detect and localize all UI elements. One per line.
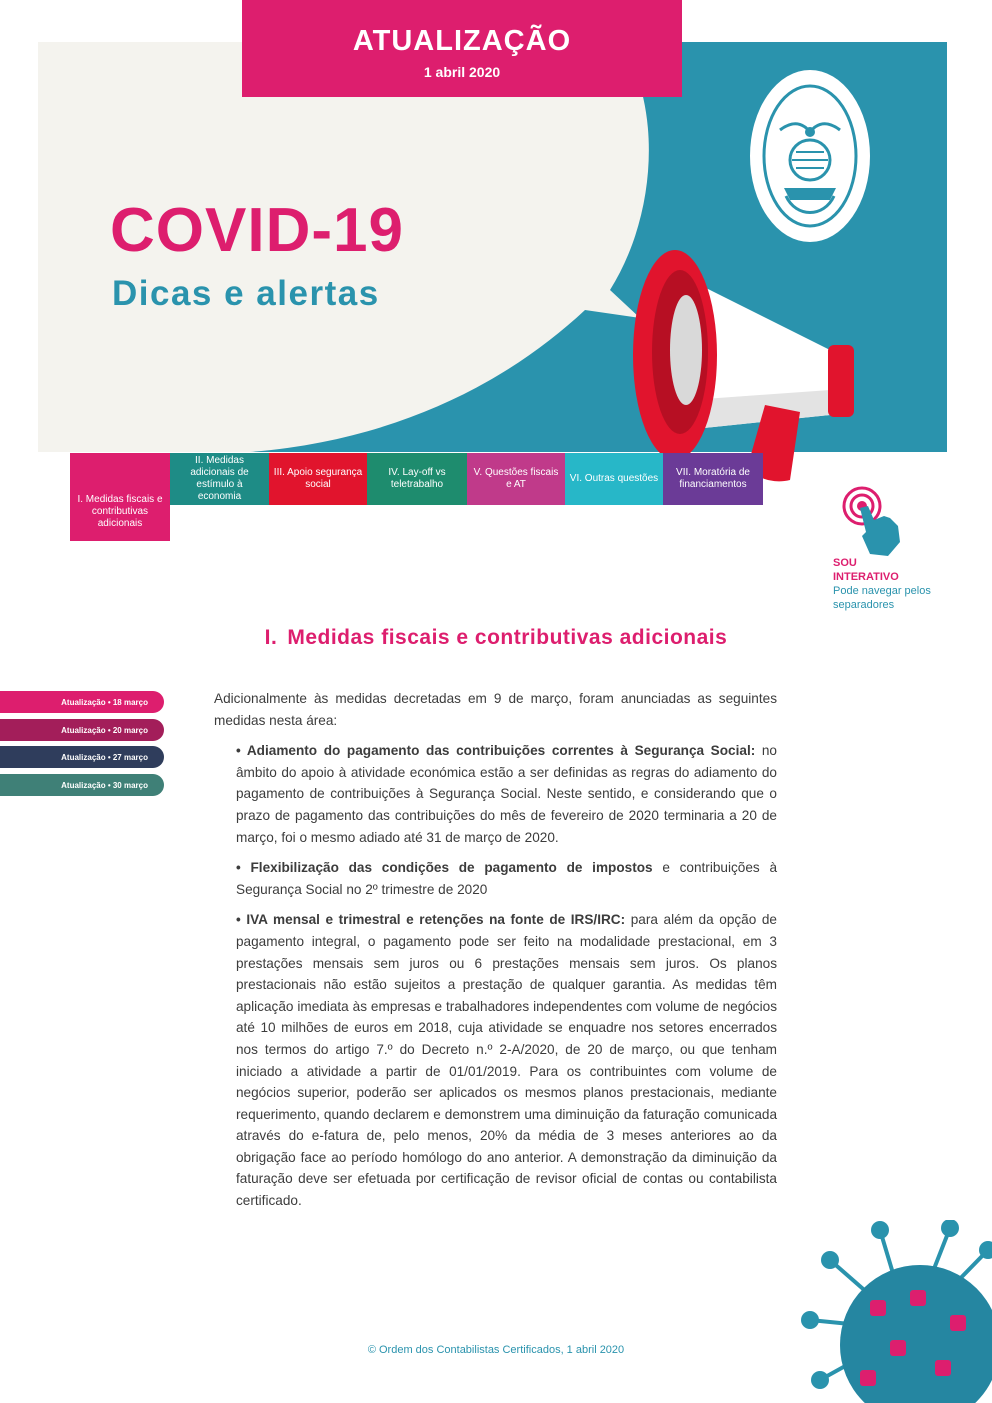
tab-moratoria[interactable] <box>663 453 763 505</box>
page-title: COVID-19 <box>110 196 404 265</box>
tab-questoes-fiscais[interactable] <box>467 453 565 505</box>
update-link-20-marco[interactable] <box>0 719 164 741</box>
measure-item-1-text: no âmbito do apoio à atividade económica estão a ser definidas as regras do adiamento do pagamento de contribuições à Segurança Social. Neste sentido, e considerando que o prazo de pagamento das contribuições do mês de fevereiro de 2020 terminaria a 20 de março, foi o mesmo adiado até 31 de março de 2020. <box>236 743 777 845</box>
hint-line1: SOU <box>833 557 857 569</box>
intro-paragraph: Adicionalmente às medidas decretadas em 9 de março, foram anunciadas as seguintes medidas nesta área: <box>214 691 777 728</box>
hint-line3: Pode navegar pelos separadores <box>833 585 931 611</box>
tab-label: III. Apoio segurança social <box>273 467 363 490</box>
interactive-hint <box>833 556 963 612</box>
update-label: Atualização • 27 março <box>61 752 148 762</box>
measure-item-1-title: • Adiamento do pagamento das contribuições correntes à Segurança Social: <box>236 743 756 759</box>
measure-item-2 <box>236 857 777 900</box>
touch-hand-icon <box>840 486 910 558</box>
tab-outras-questoes[interactable] <box>565 453 663 505</box>
update-link-27-marco[interactable] <box>0 746 164 768</box>
footer-copyright: © Ordem dos Contabilistas Certificados, 1 abril 2020 <box>367 1344 625 1356</box>
measure-item-2-text: e contribuições à Segurança Social no 2º trimestre de 2020 <box>236 860 778 897</box>
update-label: Atualização • 18 março <box>61 697 148 707</box>
update-label: Atualização • 20 março <box>61 725 148 735</box>
update-title: ATUALIZAÇÃO <box>352 25 572 57</box>
update-link-18-marco[interactable] <box>0 691 164 713</box>
tab-medidas-fiscais[interactable] <box>70 453 170 541</box>
section-title-text: Medidas fiscais e contributivas adicionais <box>287 626 728 649</box>
tab-label: VI. Outras questões <box>569 473 659 484</box>
tab-label: VII. Moratória de financiamentos <box>676 467 750 490</box>
tab-label: II. Medidas adicionais de estímulo à economia <box>190 455 249 502</box>
measure-item-3-text: para além da opção de pagamento integral, o pagamento pode ser feito na modalidade prestacional, em 3 prestações mensais sem juros ou 6 prestações mensais sem juros. Os planos prestacionais não estão sujeitos a prestação de qualquer garantia. As medidas têm aplicação imediata às empresas e trabalhadores independentes com volume de negócios até 10 milhões de euros em 2018, cuja atividade se enquadre nos setores encerrados nos termos do artigo 7.º do Decreto n.º 2-A/2020, de 20 de março, ou que tenham iniciado a atividade a partir de 01/01/2019. Para os contribuintes com volume de negócios superior, poderão ser aplicados os mesmos planos prestacionais, mediante requerimento, quando declarem e demonstrem uma diminuição da faturação comunicada através do e-fatura de, pelo menos, 20% da média de 3 meses anteriores ao da obrigação face ao período homólogo do ano anterior. A demonstração da diminuição da faturação deve ser efetuada por certificação de revisor oficial de contas ou contabilista certificado. <box>236 912 777 1209</box>
update-banner <box>242 0 682 97</box>
hint-line2: INTERATIVO <box>833 571 899 583</box>
tab-label: IV. Lay-off vs teletrabalho <box>388 467 446 490</box>
measure-item-2-title: • Flexibilização das condições de pagamento de impostos <box>236 860 653 876</box>
tab-estimulo-economia[interactable] <box>170 453 269 505</box>
update-date: 1 abril 2020 <box>423 64 501 80</box>
section-title <box>0 626 992 650</box>
measure-item-3 <box>236 909 777 1211</box>
tab-label: I. Medidas fiscais e contributivas adicionais <box>77 494 163 529</box>
tab-label: V. Questões fiscais e AT <box>473 467 559 490</box>
megaphone-icon <box>600 230 900 490</box>
update-link-30-marco[interactable] <box>0 774 164 796</box>
measure-item-1 <box>236 740 777 848</box>
emblem-logo <box>748 68 872 244</box>
measure-item-3-title: • IVA mensal e trimestral e retenções na fonte de IRS/IRC: <box>236 912 626 928</box>
tab-lay-off[interactable] <box>367 453 467 505</box>
update-label: Atualização • 30 março <box>61 780 148 790</box>
virus-icon <box>800 1220 992 1403</box>
tab-seguranca-social[interactable] <box>269 453 367 505</box>
section-number: I. <box>264 626 278 649</box>
body-text <box>214 688 777 1221</box>
page-subtitle: Dicas e alertas <box>112 274 380 313</box>
